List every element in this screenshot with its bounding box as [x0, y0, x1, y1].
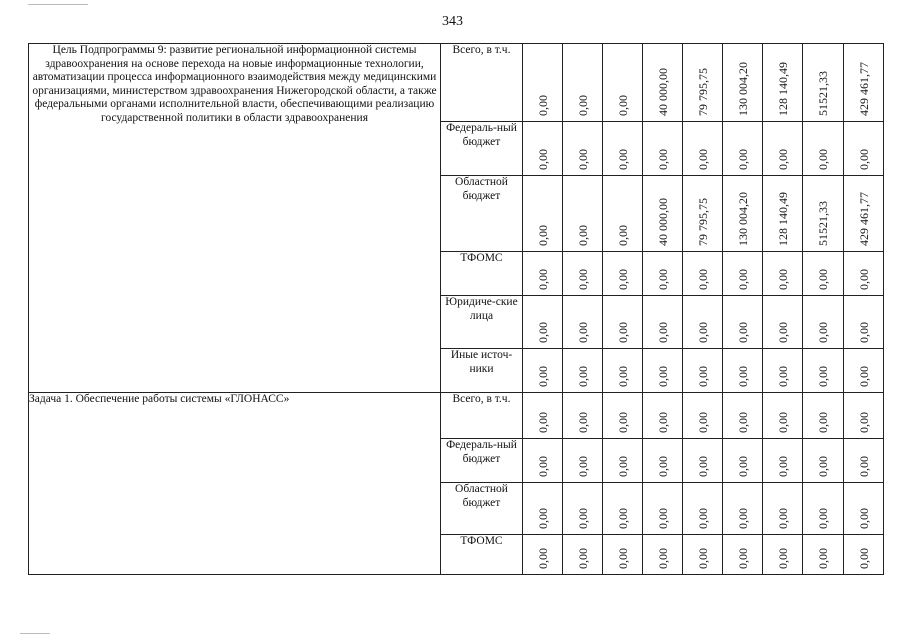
value-cell [763, 483, 803, 535]
value-cell [683, 439, 723, 483]
value-cell [603, 439, 643, 483]
value-text: 0,00 [775, 412, 790, 433]
value-text: 0,00 [775, 269, 790, 290]
value-cell [723, 122, 763, 176]
value-cell [763, 439, 803, 483]
value-cell [803, 349, 844, 393]
value-cell [643, 483, 683, 535]
value-cell [683, 483, 723, 535]
value-text: 0,00 [535, 366, 550, 387]
value-text: 0,00 [856, 322, 871, 343]
value-text: 0,00 [575, 322, 590, 343]
value-cell [603, 296, 643, 349]
value-text: 0,00 [535, 456, 550, 477]
value-cell [683, 44, 723, 122]
value-cell [643, 122, 683, 176]
value-text: 0,00 [816, 322, 830, 343]
value-cell [643, 296, 683, 349]
funding-source-label: ТФОМС [441, 535, 523, 575]
value-text: 0,00 [575, 366, 590, 387]
goal-description: Цель Подпрограммы 9: развитие региональной информационной системы здравоохранения на основе перехода на новые информационные технологии, автоматизации процесса информационного взаимодействия между медицинскими организациями, министерством здравоохранения Нижегородской области, а также федеральными органами исполнительной власти, обеспечивающими реализацию государственной политики в области здравоохранения [29, 44, 441, 393]
value-text: 0,00 [655, 412, 670, 433]
value-text: 0,00 [735, 456, 750, 477]
value-cell [723, 393, 763, 439]
value-cell [844, 122, 884, 176]
value-text: 0,00 [856, 508, 871, 529]
value-text: 0,00 [735, 412, 750, 433]
value-text: 0,00 [615, 225, 630, 246]
value-text: 0,00 [535, 269, 550, 290]
value-text: 0,00 [816, 548, 830, 569]
funding-source-label: Областной бюджет [441, 176, 523, 252]
value-text: 0,00 [816, 269, 830, 290]
value-cell [844, 296, 884, 349]
value-text: 0,00 [575, 508, 590, 529]
value-cell [643, 252, 683, 296]
task-description: Задача 1. Обеспечение работы системы «ГЛОНАСС» [29, 393, 441, 575]
value-cell [723, 252, 763, 296]
value-cell [563, 252, 603, 296]
value-cell [683, 535, 723, 575]
funding-source-label: Федераль-ный бюджет [441, 122, 523, 176]
value-cell [683, 296, 723, 349]
value-text: 0,00 [535, 322, 550, 343]
value-text: 0,00 [695, 456, 710, 477]
funding-source-label: Областной бюджет [441, 483, 523, 535]
value-cell [844, 483, 884, 535]
value-text: 0,00 [535, 95, 550, 116]
value-cell [523, 349, 563, 393]
value-text: 0,00 [735, 269, 750, 290]
value-text: 0,00 [775, 366, 790, 387]
value-cell [603, 176, 643, 252]
funding-source-label: Всего, в т.ч. [441, 393, 523, 439]
value-text: 40 000,00 [655, 68, 670, 116]
value-cell [803, 252, 844, 296]
value-cell [643, 176, 683, 252]
value-text: 0,00 [655, 366, 670, 387]
table-row [29, 44, 884, 122]
value-text: 0,00 [575, 149, 590, 170]
scan-edge-mark [20, 633, 50, 634]
value-cell [643, 439, 683, 483]
value-cell [603, 44, 643, 122]
value-cell [563, 535, 603, 575]
value-cell [723, 535, 763, 575]
value-text: 0,00 [816, 366, 830, 387]
value-text: 0,00 [856, 456, 871, 477]
value-text: 0,00 [816, 456, 830, 477]
value-cell [603, 122, 643, 176]
value-cell [803, 393, 844, 439]
value-text: 0,00 [655, 548, 670, 569]
value-cell [763, 44, 803, 122]
value-text: 0,00 [615, 149, 630, 170]
value-cell [563, 439, 603, 483]
value-text: 0,00 [535, 548, 550, 569]
value-text: 0,00 [856, 149, 871, 170]
value-cell [844, 349, 884, 393]
value-text: 0,00 [695, 269, 710, 290]
value-text: 0,00 [535, 149, 550, 170]
value-cell [563, 44, 603, 122]
value-text: 0,00 [615, 508, 630, 529]
value-text: 0,00 [735, 366, 750, 387]
value-text: 0,00 [615, 412, 630, 433]
value-text: 0,00 [655, 508, 670, 529]
page-number: 343 [442, 14, 463, 29]
value-cell [683, 393, 723, 439]
value-text: 0,00 [615, 322, 630, 343]
value-cell [643, 44, 683, 122]
value-text: 51521,33 [816, 201, 830, 246]
value-cell [523, 122, 563, 176]
value-cell [844, 176, 884, 252]
value-text: 0,00 [695, 366, 710, 387]
funding-source-label: Всего, в т.ч. [441, 44, 523, 122]
value-text: 0,00 [735, 548, 750, 569]
value-text: 0,00 [615, 269, 630, 290]
value-text: 0,00 [535, 225, 550, 246]
value-text: 0,00 [655, 456, 670, 477]
value-text: 0,00 [575, 412, 590, 433]
value-cell [763, 122, 803, 176]
value-text: 0,00 [735, 322, 750, 343]
value-text: 0,00 [856, 269, 871, 290]
value-text: 429 461,77 [856, 62, 871, 116]
value-cell [563, 349, 603, 393]
value-cell [723, 349, 763, 393]
value-cell [603, 252, 643, 296]
value-text: 0,00 [615, 95, 630, 116]
value-text: 0,00 [856, 548, 871, 569]
value-text: 51521,33 [816, 71, 830, 116]
value-text: 0,00 [575, 95, 590, 116]
funding-source-label: ТФОМС [441, 252, 523, 296]
value-text: 130 004,20 [735, 192, 750, 246]
value-cell [683, 252, 723, 296]
value-text: 0,00 [856, 412, 871, 433]
value-cell [763, 176, 803, 252]
value-cell [723, 44, 763, 122]
value-cell [723, 176, 763, 252]
value-cell [844, 535, 884, 575]
value-text: 0,00 [535, 508, 550, 529]
value-cell [563, 296, 603, 349]
value-text: 0,00 [695, 412, 710, 433]
budget-table [28, 43, 884, 575]
funding-source-label: Юридиче-ские лица [441, 296, 523, 349]
value-cell [643, 393, 683, 439]
funding-source-label: Иные источ-ники [441, 349, 523, 393]
value-cell [844, 393, 884, 439]
value-cell [763, 535, 803, 575]
value-cell [683, 349, 723, 393]
value-text: 0,00 [695, 322, 710, 343]
value-cell [643, 349, 683, 393]
value-text: 0,00 [775, 456, 790, 477]
value-text: 130 004,20 [735, 62, 750, 116]
value-text: 0,00 [655, 269, 670, 290]
value-cell [563, 393, 603, 439]
value-cell [523, 393, 563, 439]
value-cell [844, 44, 884, 122]
value-text: 429 461,77 [856, 192, 871, 246]
value-text: 0,00 [775, 548, 790, 569]
value-text: 0,00 [775, 322, 790, 343]
value-cell [563, 122, 603, 176]
value-cell [803, 44, 844, 122]
value-text: 0,00 [816, 412, 830, 433]
value-cell [763, 349, 803, 393]
value-cell [523, 252, 563, 296]
funding-source-label: Федераль-ный бюджет [441, 439, 523, 483]
value-text: 0,00 [816, 149, 830, 170]
value-cell [603, 483, 643, 535]
value-cell [603, 535, 643, 575]
value-text: 0,00 [535, 412, 550, 433]
value-cell [603, 393, 643, 439]
value-text: 0,00 [695, 548, 710, 569]
value-text: 0,00 [655, 322, 670, 343]
value-cell [523, 439, 563, 483]
value-text: 0,00 [575, 225, 590, 246]
value-text: 0,00 [816, 508, 830, 529]
value-text: 0,00 [615, 366, 630, 387]
value-text: 0,00 [575, 456, 590, 477]
value-cell [683, 176, 723, 252]
value-cell [523, 296, 563, 349]
scan-edge-mark [28, 4, 88, 5]
value-text: 0,00 [856, 366, 871, 387]
value-cell [803, 122, 844, 176]
value-cell [523, 176, 563, 252]
value-cell [803, 535, 844, 575]
value-cell [723, 439, 763, 483]
value-text: 0,00 [615, 548, 630, 569]
value-cell [643, 535, 683, 575]
value-text: 79 795,75 [695, 198, 710, 246]
value-cell [803, 483, 844, 535]
value-text: 0,00 [775, 508, 790, 529]
value-text: 0,00 [735, 508, 750, 529]
value-cell [803, 439, 844, 483]
value-text: 79 795,75 [695, 68, 710, 116]
value-cell [763, 296, 803, 349]
value-cell [683, 122, 723, 176]
value-cell [563, 483, 603, 535]
value-cell [723, 296, 763, 349]
value-cell [763, 393, 803, 439]
value-text: 0,00 [695, 508, 710, 529]
value-cell [563, 176, 603, 252]
value-text: 0,00 [575, 548, 590, 569]
value-cell [523, 483, 563, 535]
value-cell [723, 483, 763, 535]
value-text: 0,00 [735, 149, 750, 170]
value-text: 0,00 [575, 269, 590, 290]
value-text: 0,00 [775, 149, 790, 170]
value-text: 0,00 [695, 149, 710, 170]
value-text: 40 000,00 [655, 198, 670, 246]
value-cell [523, 44, 563, 122]
value-cell [523, 535, 563, 575]
value-cell [803, 176, 844, 252]
value-text: 128 140,49 [775, 192, 790, 246]
value-text: 0,00 [615, 456, 630, 477]
value-cell [803, 296, 844, 349]
value-text: 0,00 [655, 149, 670, 170]
value-cell [844, 252, 884, 296]
table-row [29, 393, 884, 439]
value-cell [603, 349, 643, 393]
value-cell [844, 439, 884, 483]
value-text: 128 140,49 [775, 62, 790, 116]
value-cell [763, 252, 803, 296]
